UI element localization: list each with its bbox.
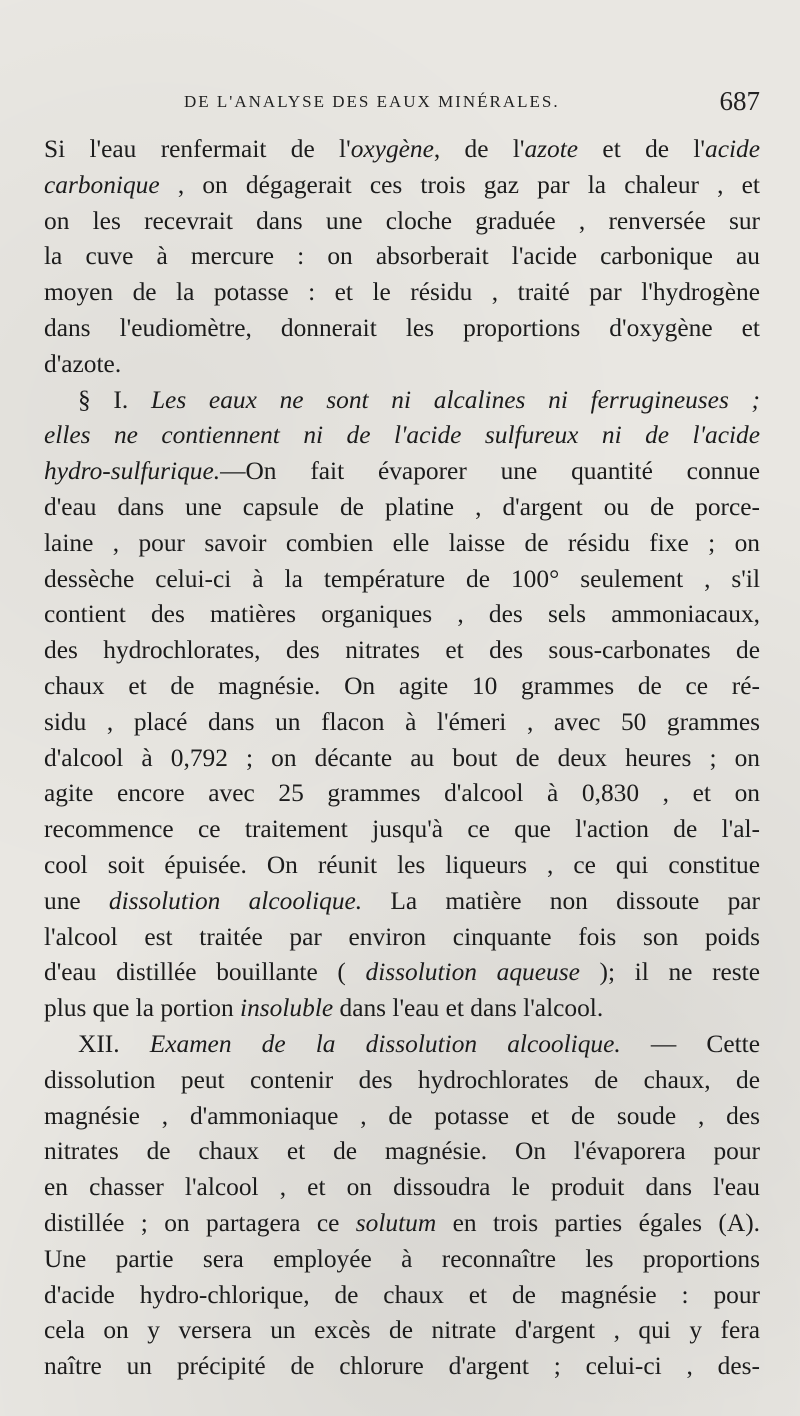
text-segment: d'eau dans une capsule de platine , d'argent ou de porce- — [44, 492, 760, 521]
text-segment: on les recevrait dans une cloche graduée , renversée sur — [44, 206, 760, 235]
text-line — [44, 633, 760, 669]
italic-text: Examen de la dissolution alcoolique. — [149, 1029, 621, 1058]
text-segment: et de l' — [578, 135, 706, 163]
text-segment: recommence ce traitement jusqu'à ce que l'action de l'al- — [44, 815, 760, 844]
text-line — [44, 347, 760, 383]
text-segment: dans l'eudiomètre, donnerait les proportions d'oxygène et — [44, 313, 760, 342]
text-segment: agite encore avec 25 grammes d'alcool à 0,830 , et on — [44, 779, 760, 808]
text-segment: en trois parties égales (A). — [436, 1208, 760, 1237]
italic-text: hydro-sulfurique. — [44, 457, 221, 486]
text-segment: —On fait évaporer une quantité connue — [220, 457, 760, 486]
text-segment: la cuve à mercure : on absorberait l'acide carbonique au — [44, 242, 760, 271]
text-segment: — Cette — [620, 1029, 760, 1058]
text-segment: plus que la portion — [44, 994, 241, 1023]
text-segment: La matière non dissoute par — [362, 886, 760, 915]
text-line — [44, 1027, 760, 1063]
text-line — [44, 1099, 760, 1135]
italic-text: acide — [705, 135, 760, 163]
text-line — [44, 741, 760, 777]
text-segment: § I. — [78, 385, 151, 414]
italic-text: azote — [524, 135, 579, 163]
text-line — [44, 776, 760, 812]
text-segment: moyen de la potasse : et le résidu , traité par l'hydrogène — [44, 278, 760, 307]
text-line — [44, 204, 760, 240]
text-segment: magnésie , d'ammoniaque , de potasse et de soude , des — [44, 1101, 760, 1130]
text-segment: dissolution peut contenir des hydrochlorates de chaux, de — [44, 1065, 760, 1094]
text-segment: d'eau distillée bouillante ( — [44, 958, 366, 987]
text-line — [44, 955, 760, 991]
text-line — [44, 168, 760, 204]
text-line — [44, 239, 760, 275]
text-line — [44, 418, 760, 454]
book-page — [44, 84, 760, 1404]
text-line — [44, 132, 760, 168]
text-line — [44, 848, 760, 884]
text-line — [44, 1278, 760, 1314]
text-segment: Si l'eau renfermait de l' — [44, 135, 351, 163]
text-line — [44, 1170, 760, 1206]
text-segment: dans l'eau et dans l'alcool. — [333, 994, 604, 1023]
text-segment: chaux et de magnésie. On agite 10 grammes de ce ré- — [44, 671, 760, 700]
text-line — [44, 275, 760, 311]
text-line — [44, 1206, 760, 1242]
text-line — [44, 1242, 760, 1278]
page-number: 687 — [719, 86, 760, 116]
text-segment: laine , pour savoir combien elle laisse de résidu fixe ; on — [44, 528, 760, 557]
text-segment: naître un précipité de chlorure d'argent ; celui-ci , des- — [44, 1352, 760, 1381]
text-segment: contient des matières organiques , des sels ammoniacaux, — [44, 600, 760, 629]
text-line — [44, 669, 760, 705]
text-segment: sidu , placé dans un flacon à l'émeri , avec 50 grammes — [44, 707, 760, 736]
body-text — [44, 132, 760, 1385]
italic-text: carbonique — [44, 170, 160, 199]
text-line — [44, 991, 760, 1027]
text-segment: d'alcool à 0,792 ; on décante au bout de deux heures ; on — [44, 743, 760, 772]
text-segment: , de l' — [433, 135, 525, 163]
text-segment: nitrates de chaux et de magnésie. On l'évaporera pour — [44, 1137, 760, 1166]
text-line — [44, 1134, 760, 1170]
italic-text: Les eaux ne sont ni alcalines ni ferrugineuses ; — [150, 385, 760, 414]
text-line — [44, 920, 760, 956]
text-line — [44, 562, 760, 598]
text-segment: ); il ne reste — [579, 958, 760, 987]
running-head: DE L'ANALYSE DES EAUX MINÉRALES. — [184, 92, 560, 111]
text-line — [44, 1063, 760, 1099]
text-segment: cool soit épuisée. On réunit les liqueurs , ce qui constitue — [44, 850, 760, 879]
text-segment: XII. — [78, 1029, 150, 1058]
page-header — [44, 84, 760, 132]
text-segment: Une partie sera employée à reconnaître les proportions — [44, 1244, 760, 1273]
italic-text: dissolution alcoolique. — [108, 886, 363, 915]
text-line — [44, 454, 760, 490]
text-segment: une — [44, 886, 109, 915]
text-segment: en chasser l'alcool , et on dissoudra le produit dans l'eau — [44, 1173, 760, 1202]
italic-text: solutum — [355, 1208, 437, 1237]
text-segment: distillée ; on partagera ce — [44, 1208, 356, 1237]
text-line — [44, 383, 760, 419]
text-line — [44, 490, 760, 526]
text-line — [44, 526, 760, 562]
text-line — [44, 311, 760, 347]
text-segment: l'alcool est traitée par environ cinquante fois son poids — [44, 922, 760, 951]
text-segment: dessèche celui-ci à la température de 100° seulement , s'il — [44, 564, 760, 593]
italic-text: insoluble — [240, 994, 334, 1023]
text-segment: , on dégagerait ces trois gaz par la chaleur , et — [159, 170, 760, 199]
text-line — [44, 1349, 760, 1385]
italic-text: elles ne contiennent ni de l'acide sulfureux ni de l'acide — [44, 421, 760, 450]
text-line — [44, 705, 760, 741]
text-segment: d'acide hydro-chlorique, de chaux et de magnésie : pour — [44, 1280, 760, 1309]
text-segment: cela on y versera un excès de nitrate d'argent , qui y fera — [44, 1316, 760, 1345]
italic-text: dissolution aqueuse — [365, 958, 580, 987]
text-line — [44, 1313, 760, 1349]
text-segment: des hydrochlorates, des nitrates et des sous-carbonates de — [44, 636, 760, 665]
text-line — [44, 597, 760, 633]
text-line — [44, 812, 760, 848]
text-line — [44, 884, 760, 920]
italic-text: oxygène — [350, 135, 434, 163]
text-segment: d'azote. — [44, 349, 122, 378]
